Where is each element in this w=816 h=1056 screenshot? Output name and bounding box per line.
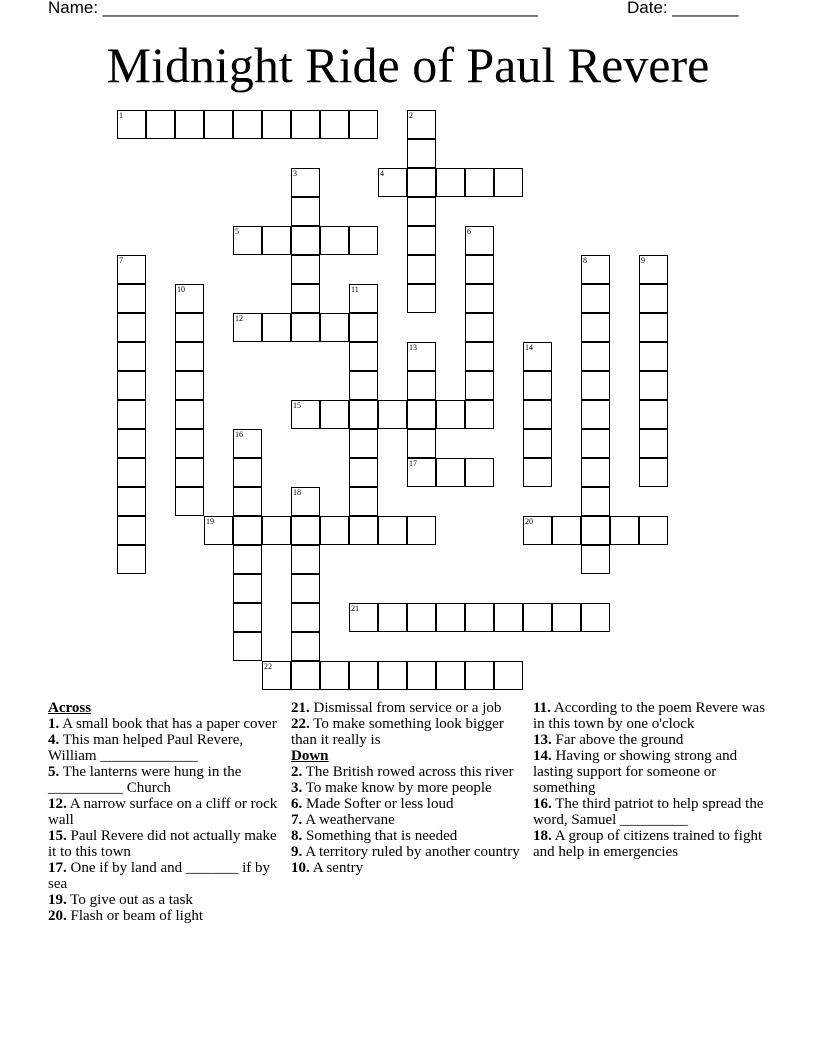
grid-cell[interactable] xyxy=(320,400,349,429)
grid-cell[interactable] xyxy=(175,342,204,371)
grid-cell[interactable] xyxy=(465,400,494,429)
grid-cell[interactable] xyxy=(465,168,494,197)
grid-cell[interactable] xyxy=(639,458,668,487)
grid-cell[interactable] xyxy=(117,371,146,400)
grid-cell[interactable] xyxy=(349,313,378,342)
grid-cell[interactable] xyxy=(407,400,436,429)
grid-cell[interactable] xyxy=(436,603,465,632)
grid-cell[interactable] xyxy=(581,545,610,574)
grid-cell[interactable] xyxy=(175,371,204,400)
clue-across-17: 17. One if by land and _______ if by sea xyxy=(48,860,271,892)
grid-cell[interactable] xyxy=(552,516,581,545)
grid-cell[interactable] xyxy=(117,284,146,313)
clue-number: 15 xyxy=(293,401,301,410)
grid-cell[interactable] xyxy=(407,603,436,632)
clue-number: 20 xyxy=(525,517,533,526)
grid-cell[interactable] xyxy=(291,400,320,429)
grid-cell[interactable] xyxy=(581,313,610,342)
grid-cell[interactable] xyxy=(204,516,233,545)
grid-cell[interactable] xyxy=(378,603,407,632)
clue-number: 5 xyxy=(235,227,239,236)
grid-cell[interactable] xyxy=(233,458,262,487)
grid-cell[interactable] xyxy=(233,313,262,342)
grid-cell[interactable] xyxy=(291,487,320,516)
clue-number: 8 xyxy=(583,256,587,265)
grid-cell[interactable] xyxy=(291,255,320,284)
clue-across-19: 19. To give out as a task xyxy=(48,892,193,908)
grid-cell[interactable] xyxy=(233,545,262,574)
grid-cell[interactable] xyxy=(465,255,494,284)
grid-cell[interactable] xyxy=(349,110,378,139)
grid-cell[interactable] xyxy=(291,632,320,661)
grid-cell[interactable] xyxy=(407,371,436,400)
grid-cell[interactable] xyxy=(407,458,436,487)
grid-cell[interactable] xyxy=(175,313,204,342)
grid-cell[interactable] xyxy=(320,313,349,342)
grid-cell[interactable] xyxy=(291,197,320,226)
grid-cell[interactable] xyxy=(639,284,668,313)
grid-cell[interactable] xyxy=(117,429,146,458)
grid-cell[interactable] xyxy=(639,371,668,400)
grid-cell[interactable] xyxy=(465,313,494,342)
grid-cell[interactable] xyxy=(639,342,668,371)
clue-number: 4 xyxy=(380,169,384,178)
grid-cell[interactable] xyxy=(581,429,610,458)
grid-cell[interactable] xyxy=(262,313,291,342)
grid-cell[interactable] xyxy=(465,603,494,632)
grid-cell[interactable] xyxy=(494,168,523,197)
grid-cell[interactable] xyxy=(378,168,407,197)
grid-cell[interactable] xyxy=(291,661,320,690)
clue-number: 17 xyxy=(409,459,417,468)
grid-cell[interactable] xyxy=(349,429,378,458)
grid-cell[interactable] xyxy=(407,168,436,197)
grid-cell[interactable] xyxy=(581,342,610,371)
grid-cell[interactable] xyxy=(581,603,610,632)
clue-number: 22 xyxy=(264,662,272,671)
grid-cell[interactable] xyxy=(349,371,378,400)
grid-cell[interactable] xyxy=(465,371,494,400)
grid-cell[interactable] xyxy=(117,487,146,516)
grid-cell[interactable] xyxy=(349,458,378,487)
grid-cell[interactable] xyxy=(262,661,291,690)
clue-down-11: 11. According to the poem Revere was in this town by one o'clock xyxy=(533,700,766,732)
grid-cell[interactable] xyxy=(291,574,320,603)
grid-cell[interactable] xyxy=(291,516,320,545)
grid-cell[interactable] xyxy=(349,516,378,545)
clue-down-6: 6. Made Softer or less loud xyxy=(291,796,454,812)
grid-cell[interactable] xyxy=(523,342,552,371)
clue-number: 9 xyxy=(641,256,645,265)
grid-cell[interactable] xyxy=(581,458,610,487)
grid-cell[interactable] xyxy=(378,516,407,545)
grid-cell[interactable] xyxy=(465,342,494,371)
grid-cell[interactable] xyxy=(436,661,465,690)
clue-number: 6 xyxy=(467,227,471,236)
grid-cell[interactable] xyxy=(581,255,610,284)
grid-cell[interactable] xyxy=(494,603,523,632)
clue-number: 16 xyxy=(235,430,243,439)
across-heading: Across xyxy=(48,700,92,716)
clues-column-3 xyxy=(533,700,768,860)
grid-cell[interactable] xyxy=(320,661,349,690)
grid-cell[interactable] xyxy=(523,429,552,458)
grid-cell[interactable] xyxy=(407,255,436,284)
clue-number: 14 xyxy=(525,343,533,352)
grid-cell[interactable] xyxy=(494,661,523,690)
grid-cell[interactable] xyxy=(581,487,610,516)
grid-cell[interactable] xyxy=(407,342,436,371)
grid-cell[interactable] xyxy=(320,516,349,545)
grid-cell[interactable] xyxy=(262,110,291,139)
grid-cell[interactable] xyxy=(639,313,668,342)
grid-cell[interactable] xyxy=(117,400,146,429)
grid-cell[interactable] xyxy=(233,603,262,632)
clue-across-22: 22. To make something look bigger than it really is xyxy=(291,716,504,748)
grid-cell[interactable] xyxy=(291,313,320,342)
grid-cell[interactable] xyxy=(407,226,436,255)
grid-cell[interactable] xyxy=(581,371,610,400)
clue-down-10: 10. A sentry xyxy=(291,860,364,876)
grid-cell[interactable] xyxy=(291,168,320,197)
grid-cell[interactable] xyxy=(175,487,204,516)
clue-number: 3 xyxy=(293,169,297,178)
grid-cell[interactable] xyxy=(233,574,262,603)
grid-cell[interactable] xyxy=(262,516,291,545)
grid-cell[interactable] xyxy=(117,110,146,139)
grid-cell[interactable] xyxy=(349,487,378,516)
clue-across-4: 4. This man helped Paul Revere, William _____________ xyxy=(48,732,244,764)
grid-cell[interactable] xyxy=(233,487,262,516)
grid-cell[interactable] xyxy=(465,458,494,487)
grid-cell[interactable] xyxy=(465,661,494,690)
grid-cell[interactable] xyxy=(378,661,407,690)
clue-across-1: 1. A small book that has a paper cover xyxy=(48,716,277,732)
grid-cell[interactable] xyxy=(320,110,349,139)
clue-down-9: 9. A territory ruled by another country xyxy=(291,844,520,860)
clue-number: 7 xyxy=(119,256,123,265)
clue-number: 2 xyxy=(409,111,413,120)
grid-cell[interactable] xyxy=(523,458,552,487)
grid-cell[interactable] xyxy=(117,255,146,284)
clue-number: 21 xyxy=(351,604,359,613)
clues-column-1 xyxy=(48,700,280,924)
grid-cell[interactable] xyxy=(349,226,378,255)
clue-down-18: 18. A group of citizens trained to fight and help in emergencies xyxy=(533,828,763,860)
grid-cell[interactable] xyxy=(175,400,204,429)
grid-cell[interactable] xyxy=(639,516,668,545)
grid-cell[interactable] xyxy=(639,400,668,429)
date-field-label: Date: _______ xyxy=(627,0,739,17)
grid-cell[interactable] xyxy=(407,516,436,545)
clue-number: 11 xyxy=(351,285,359,294)
grid-cell[interactable] xyxy=(291,545,320,574)
name-field-label: Name: ______________________________________________ xyxy=(48,0,538,17)
clue-across-12: 12. A narrow surface on a cliff or rock wall xyxy=(48,796,278,828)
grid-cell[interactable] xyxy=(117,458,146,487)
grid-cell[interactable] xyxy=(291,226,320,255)
clue-across-5: 5. The lanterns were hung in the __________ Church xyxy=(48,764,242,796)
grid-cell[interactable] xyxy=(175,110,204,139)
clue-number: 1 xyxy=(119,111,123,120)
clue-across-21: 21. Dismissal from service or a job xyxy=(291,700,502,716)
clue-number: 10 xyxy=(177,285,185,294)
clue-down-2: 2. The British rowed across this river xyxy=(291,764,514,780)
grid-cell[interactable] xyxy=(465,226,494,255)
grid-cell[interactable] xyxy=(610,516,639,545)
clue-down-7: 7. A weathervane xyxy=(291,812,395,828)
clue-number: 19 xyxy=(206,517,214,526)
grid-cell[interactable] xyxy=(204,110,233,139)
page-title: Midnight Ride of Paul Revere xyxy=(106,37,710,93)
grid-cell[interactable] xyxy=(233,110,262,139)
grid-cell[interactable] xyxy=(117,313,146,342)
grid-cell[interactable] xyxy=(175,429,204,458)
grid-cell[interactable] xyxy=(349,342,378,371)
clue-number: 13 xyxy=(409,343,417,352)
grid-cell[interactable] xyxy=(639,429,668,458)
grid-cell[interactable] xyxy=(407,110,436,139)
grid-cell[interactable] xyxy=(552,603,581,632)
grid-cell[interactable] xyxy=(581,400,610,429)
grid-cell[interactable] xyxy=(262,226,291,255)
grid-cell[interactable] xyxy=(291,284,320,313)
grid-cell[interactable] xyxy=(291,110,320,139)
grid-cell[interactable] xyxy=(436,168,465,197)
clue-number: 12 xyxy=(235,314,243,323)
grid-cell[interactable] xyxy=(436,400,465,429)
grid-cell[interactable] xyxy=(378,400,407,429)
grid-cell[interactable] xyxy=(291,603,320,632)
grid-cell[interactable] xyxy=(407,429,436,458)
grid-cell[interactable] xyxy=(349,603,378,632)
grid-cell[interactable] xyxy=(320,226,349,255)
grid-cell[interactable] xyxy=(407,284,436,313)
grid-cell[interactable] xyxy=(233,516,262,545)
grid-cell[interactable] xyxy=(639,255,668,284)
clues-column-2 xyxy=(291,700,523,876)
grid-cell[interactable] xyxy=(233,226,262,255)
clue-down-16: 16. The third patriot to help spread the word, Samuel _________ xyxy=(533,796,764,828)
clue-number: 18 xyxy=(293,488,301,497)
clue-down-8: 8. Something that is needed xyxy=(291,828,458,844)
clue-down-13: 13. Far above the ground xyxy=(533,732,684,748)
grid-cell[interactable] xyxy=(407,139,436,168)
grid-cell[interactable] xyxy=(523,516,552,545)
grid-cell[interactable] xyxy=(349,661,378,690)
grid-cell[interactable] xyxy=(349,284,378,313)
grid-cell[interactable] xyxy=(523,400,552,429)
grid-cell[interactable] xyxy=(407,197,436,226)
clue-across-20: 20. Flash or beam of light xyxy=(48,908,203,924)
grid-cell[interactable] xyxy=(117,545,146,574)
grid-cell[interactable] xyxy=(436,458,465,487)
grid-cell[interactable] xyxy=(117,516,146,545)
grid-cell[interactable] xyxy=(523,603,552,632)
grid-cell[interactable] xyxy=(233,429,262,458)
grid-cell[interactable] xyxy=(233,632,262,661)
clue-down-3: 3. To make know by more people xyxy=(291,780,492,796)
clue-across-15: 15. Paul Revere did not actually make it to this town xyxy=(48,828,277,860)
grid-cell[interactable] xyxy=(175,284,204,313)
grid-cell[interactable] xyxy=(523,371,552,400)
grid-cell[interactable] xyxy=(581,284,610,313)
grid-cell[interactable] xyxy=(117,342,146,371)
grid-cell[interactable] xyxy=(349,400,378,429)
grid-cell[interactable] xyxy=(175,458,204,487)
clue-down-14: 14. Having or showing strong and lasting support for someone or something xyxy=(533,748,738,796)
grid-cell[interactable] xyxy=(581,516,610,545)
grid-cell[interactable] xyxy=(407,661,436,690)
grid-cell[interactable] xyxy=(465,284,494,313)
down-heading: Down xyxy=(291,748,329,764)
grid-cell[interactable] xyxy=(146,110,175,139)
